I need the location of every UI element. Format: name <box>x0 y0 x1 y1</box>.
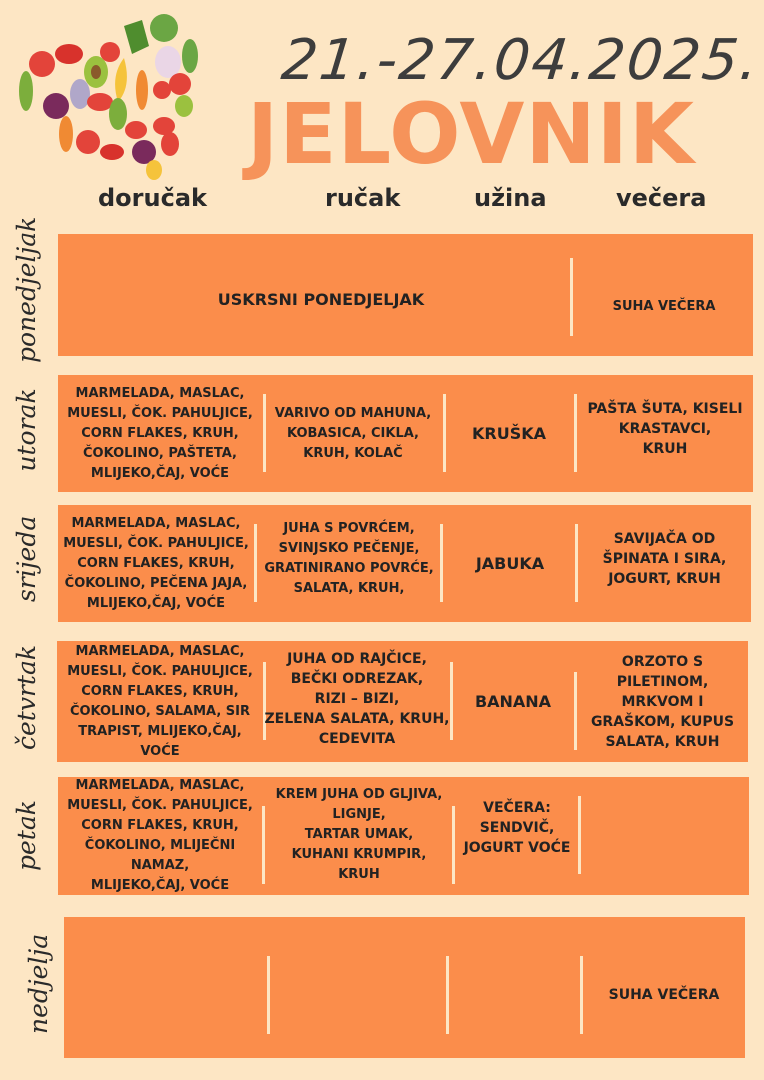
cell-srijeda-vecera: SAVIJAČA OD ŠPINATA I SIRA, JOGURT, KRUH <box>602 530 727 587</box>
cell-cetvrtak-vecera: ORZOTO S PILETINOM, MRKVOM I GRAŠKOM, KUPUS SALATA, KRUH <box>590 653 735 750</box>
cell-petak-rucak: KREM JUHA OD GLJIVA, LIGNJE, TARTAR UMAK, KUHANI KRUMPIR, KRUH <box>275 787 443 882</box>
cell-nedjelja-vecera: SUHA VEČERA <box>608 987 720 1003</box>
day-label-srijeda: srijeda <box>12 515 41 602</box>
day-label-petak: petak <box>12 800 41 871</box>
day-label-cetvrtak: četvrtak <box>12 644 41 750</box>
cell-ponedjeljak-vecera: SUHA VEČERA <box>612 299 716 314</box>
menu-title: JELOVNIK <box>247 85 695 183</box>
cell-petak-vecera <box>581 777 749 895</box>
vegetables-heart-illustration <box>14 6 200 182</box>
cell-srijeda-rucak: JUHA S POVRĆEM, SVINJSKO PEČENJE, GRATINIRANO POVRĆE, SALATA, KRUH, <box>264 520 434 596</box>
column-header-uzina: užina <box>474 184 547 212</box>
day-label-utorak: utorak <box>12 388 41 472</box>
column-header-vecera: večera <box>616 184 707 212</box>
day-label-ponedjeljak: ponedjeljak <box>12 216 41 363</box>
cell-utorak-vecera: PAŠTA ŠUTA, KISELI KRASTAVCI, KRUH <box>587 400 743 457</box>
cell-utorak-uzina: KRUŠKA <box>471 423 546 443</box>
separator <box>440 524 443 602</box>
cell-cetvrtak-dorucak: MARMELADA, MASLAC, MUESLI, ČOK. PAHULJICE, CORN FLAKES, KRUH, ČOKOLINO, SALAMA, SIR TRAPIST, MLIJEKO,ČAJ, VOĆE <box>67 643 253 759</box>
cell-cetvrtak-uzina: BANANA <box>474 691 552 711</box>
column-header-rucak: ručak <box>325 184 401 212</box>
date-range: 21.-27.04.2025. <box>278 28 764 93</box>
cell-nedjelja-uzina <box>449 917 579 1058</box>
separator <box>254 524 257 602</box>
cell-cetvrtak-rucak: JUHA OD RAJČICE, BEČKI ODREZAK, RIZI – BIZI, ZELENA SALATA, KRUH, CEDEVITA <box>264 650 450 747</box>
cell-utorak-dorucak: MARMELADA, MASLAC, MUESLI, ČOK. PAHULJICE, CORN FLAKES, KRUH, ČOKOLINO, PAŠTETA, MLIJEKO,ČAJ, VOĆE <box>67 385 253 481</box>
cell-petak-uzina: VEČERA: SENDVIČ, JOGURT VOĆE <box>463 800 571 856</box>
cell-nedjelja-rucak <box>270 917 446 1058</box>
cell-srijeda-uzina: JABUKA <box>475 553 545 573</box>
separator <box>570 258 573 336</box>
cell-petak-dorucak: MARMELADA, MASLAC, MUESLI, ČOK. PAHULJICE, CORN FLAKES, KRUH, ČOKOLINO, MLIJEČNI NAMAZ, MLIJEKO,ČAJ, VOĆE <box>67 778 253 893</box>
cell-nedjelja-dorucak <box>64 917 266 1058</box>
cell-ponedjeljak-merged: USKRSNI PONEDJELJAK <box>217 290 425 309</box>
day-label-nedjelja: nedjelja <box>24 933 53 1034</box>
cell-utorak-rucak: VARIVO OD MAHUNA, KOBASICA, CIKLA, KRUH, KOLAČ <box>274 405 432 461</box>
cell-srijeda-dorucak: MARMELADA, MASLAC, MUESLI, ČOK. PAHULJICE, CORN FLAKES, KRUH, ČOKOLINO, PEČENA JAJA, MLIJEKO,ČAJ, VOĆE <box>63 515 249 611</box>
column-header-dorucak: doručak <box>98 184 207 212</box>
